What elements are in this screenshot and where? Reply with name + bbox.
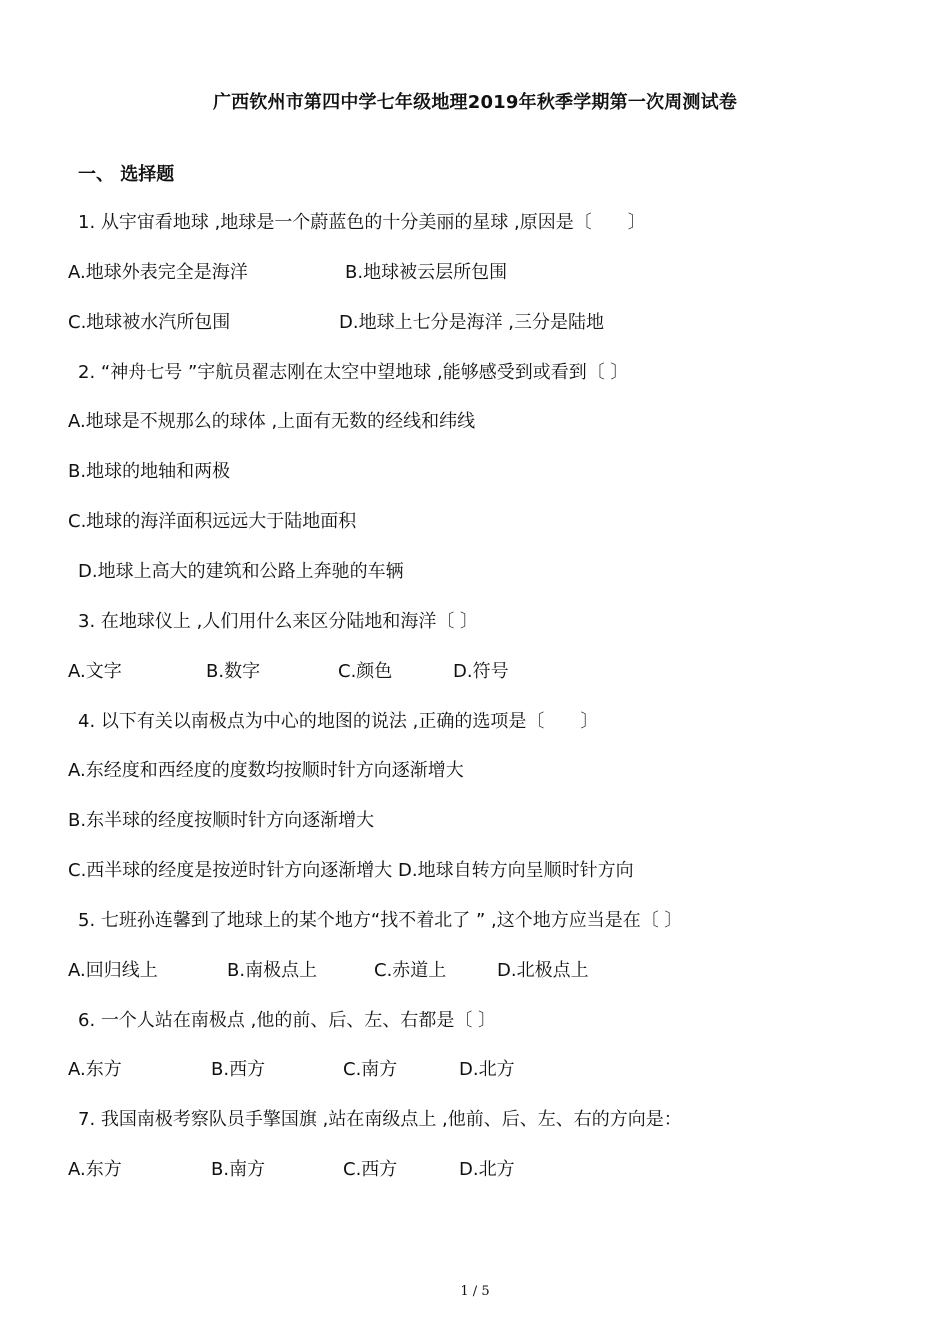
question-3-option-b: B.数字	[206, 661, 261, 682]
question-5-option-d: D.北极点上	[497, 960, 589, 981]
question-2-option-c: C.地球的海洋面积远远大于陆地面积	[68, 511, 357, 532]
question-6-option-b: B.西方	[211, 1059, 266, 1080]
question-1-option-a: A.地球外表完全是海洋	[68, 262, 248, 283]
question-3-option-d: D.符号	[453, 661, 509, 682]
question-5-option-a: A.回归线上	[68, 960, 158, 981]
question-7-option-a: A.东方	[68, 1159, 122, 1180]
question-1-option-b: B.地球被云层所包围	[345, 262, 508, 283]
question-7-stem: 7. 我国南极考察队员手擎国旗 ,站在南级点上 ,他前、后、左、右的方向是：	[78, 1109, 682, 1130]
question-3-stem: 3. 在地球仪上 ,人们用什么来区分陆地和海洋〔 〕	[78, 611, 479, 632]
question-5-stem: 5. 七班孙连馨到了地球上的某个地方“找不着北了 ” ,这个地方应当是在〔 〕	[78, 910, 683, 931]
question-6-option-d: D.北方	[459, 1059, 515, 1080]
question-4-option-c-d: C.西半球的经度是按逆时针方向逐渐增大 D.地球自转方向呈顺时针方向	[68, 860, 634, 881]
question-5-option-b: B.南极点上	[227, 960, 318, 981]
question-6-option-a: A.东方	[68, 1059, 122, 1080]
question-1-stem: 1. 从宇宙看地球 ,地球是一个蔚蓝色的十分美丽的星球 ,原因是〔 〕	[78, 212, 646, 233]
question-5-option-c: C.赤道上	[374, 960, 447, 981]
question-3-option-a: A.文字	[68, 661, 122, 682]
question-6-stem: 6. 一个人站在南极点 ,他的前、后、左、右都是〔 〕	[78, 1010, 497, 1031]
question-4-option-a: A.东经度和西经度的度数均按顺时针方向逐渐增大	[68, 760, 464, 781]
question-7-option-b: B.南方	[211, 1159, 266, 1180]
question-2-option-a: A.地球是不规那么的球体 ,上面有无数的经线和纬线	[68, 411, 476, 432]
question-1-option-c: C.地球被水汽所包围	[68, 312, 231, 333]
question-2-option-b: B.地球的地轴和两极	[68, 461, 231, 482]
question-1-option-d: D.地球上七分是海洋 ,三分是陆地	[339, 312, 605, 333]
question-3-option-c: C.颜色	[338, 661, 393, 682]
document-title: 广西钦州市第四中学七年级地理2019年秋季学期第一次周测试卷	[212, 92, 738, 113]
page-number: 1 / 5	[460, 1284, 490, 1299]
question-2-stem: 2. “神舟七号 ”宇航员翟志刚在太空中望地球 ,能够感受到或看到〔 〕	[78, 362, 629, 383]
question-7-option-d: D.北方	[459, 1159, 515, 1180]
question-6-option-c: C.南方	[343, 1059, 398, 1080]
question-7-option-c: C.西方	[343, 1159, 398, 1180]
question-4-stem: 4. 以下有关以南极点为中心的地图的说法 ,正确的选项是〔 〕	[78, 711, 599, 732]
question-2-option-d: D.地球上高大的建筑和公路上奔驰的车辆	[78, 561, 404, 582]
section-heading: 一、 选择题	[78, 164, 175, 185]
question-4-option-b: B.东半球的经度按顺时针方向逐渐增大	[68, 810, 375, 831]
